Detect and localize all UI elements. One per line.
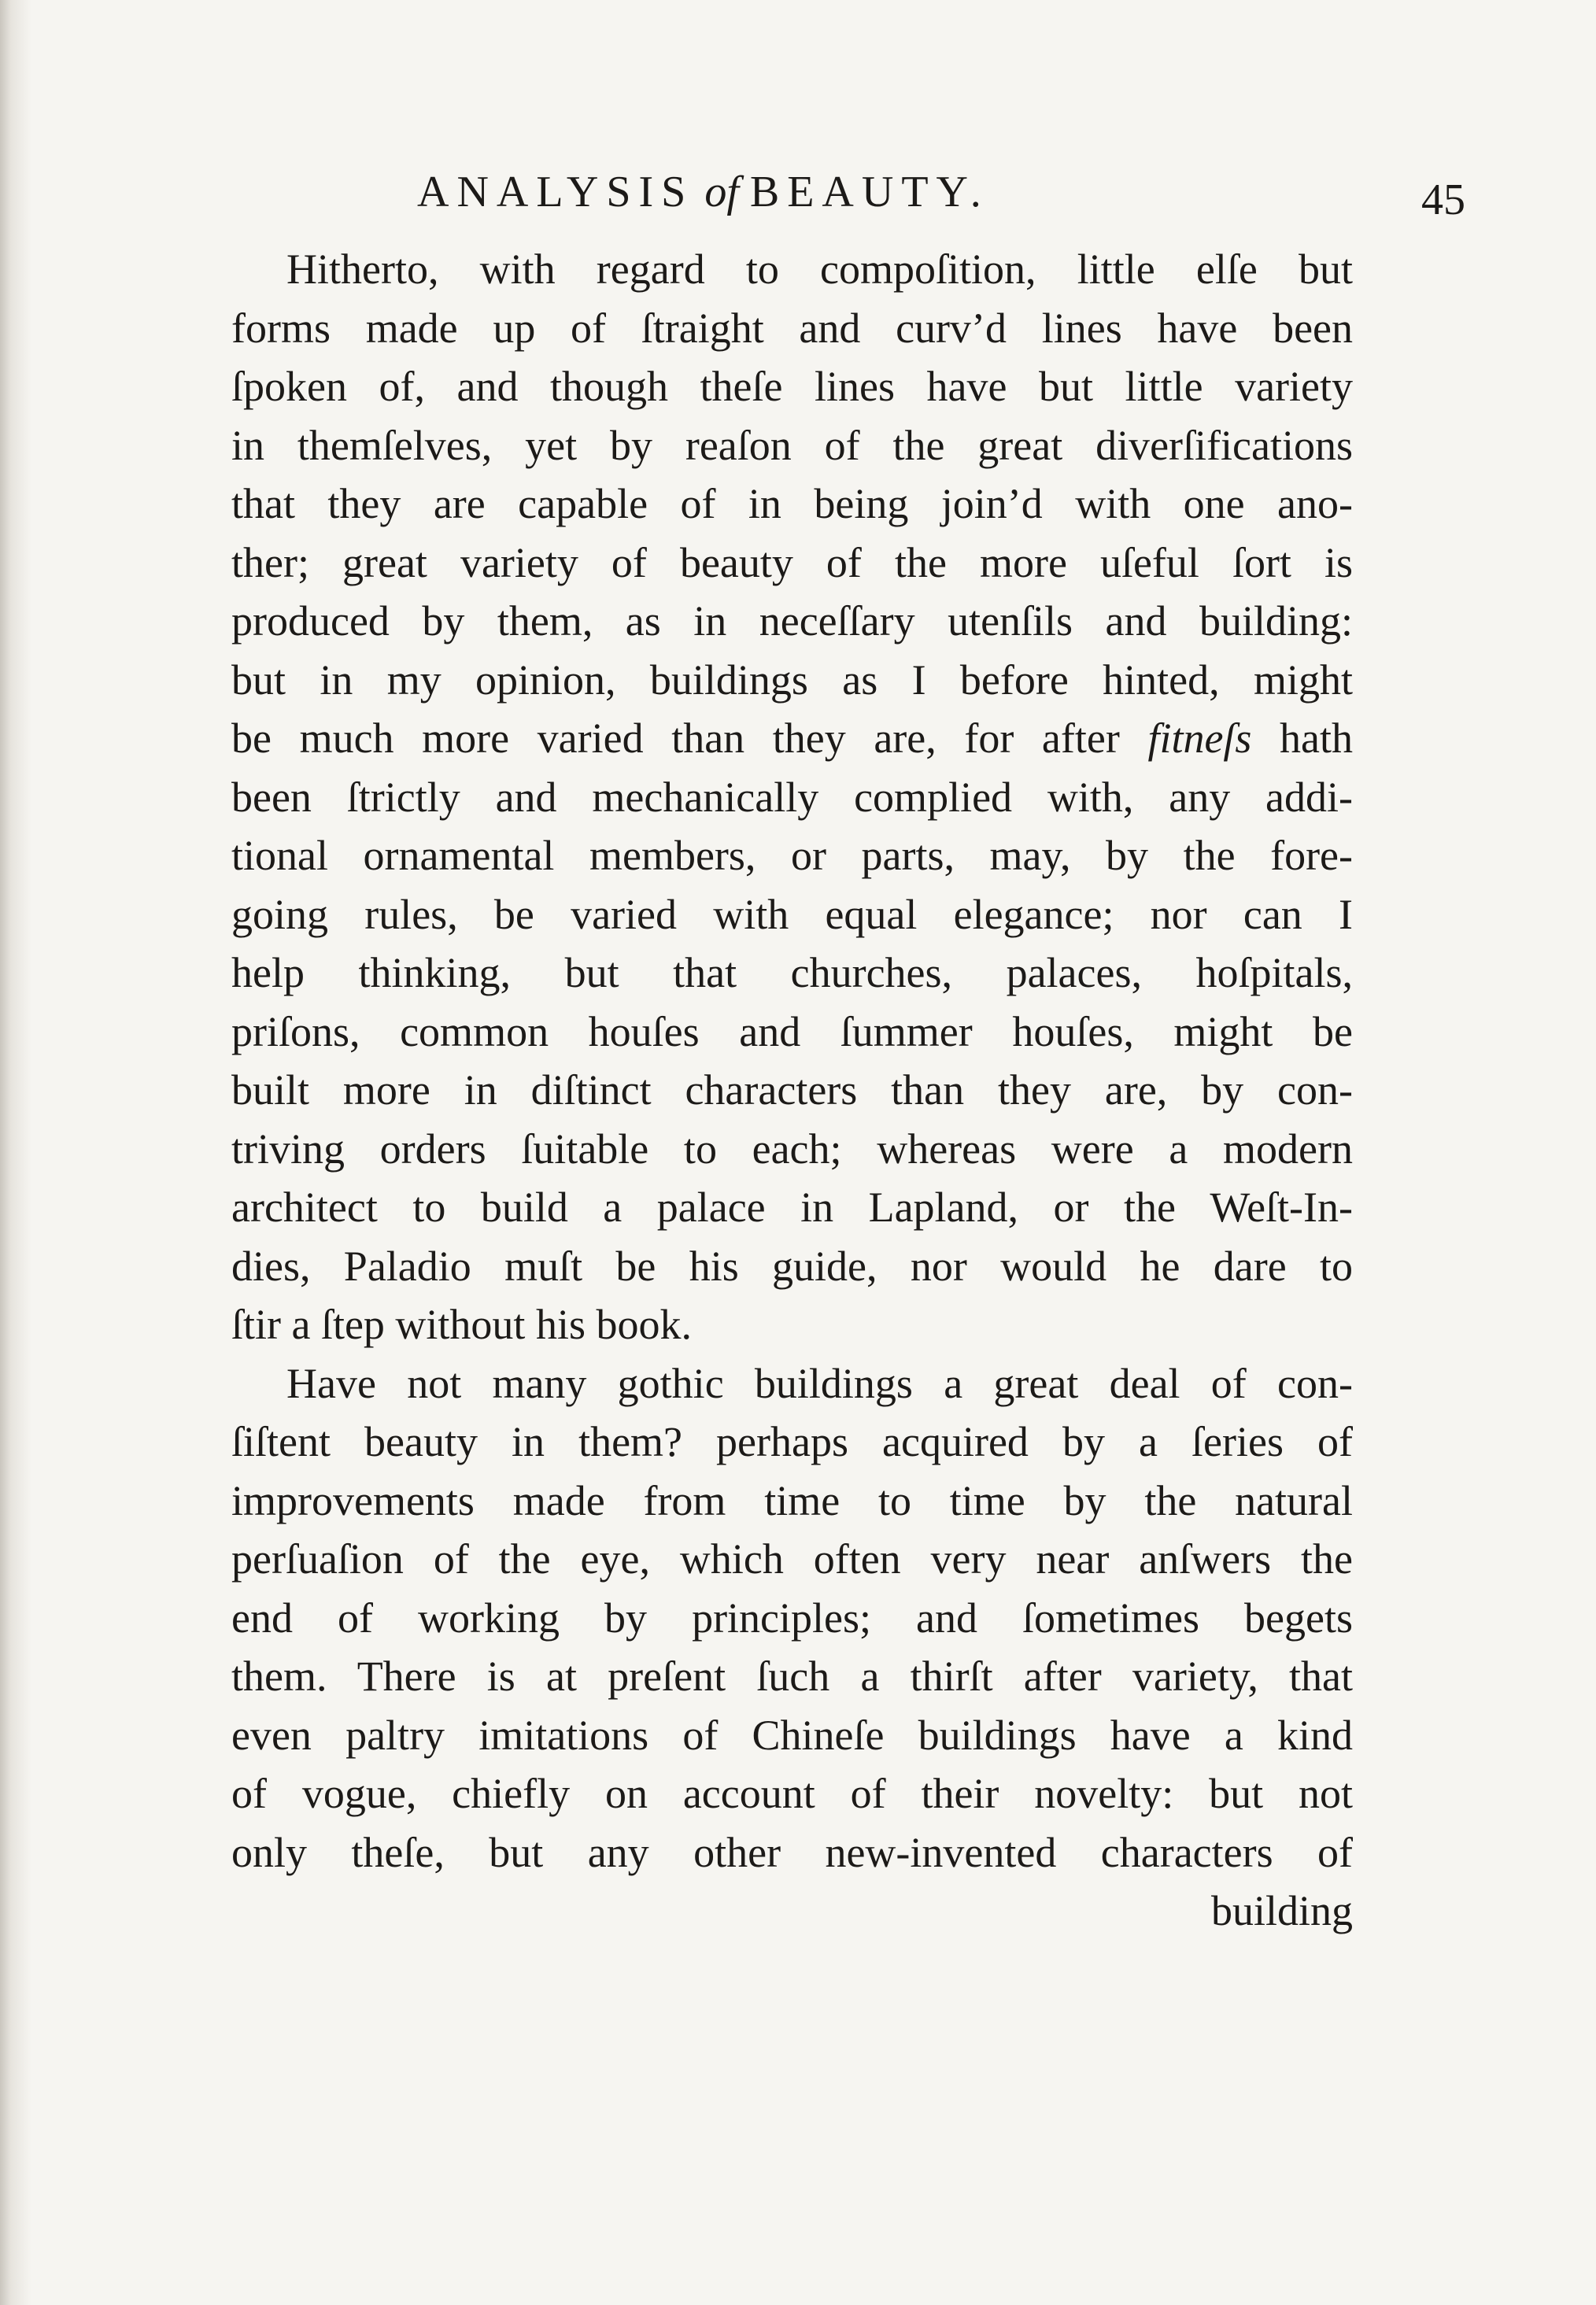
text-line: triving orders ſuitable to each; whereas were a modern — [231, 1125, 1353, 1173]
text-line: built more in diſtinct characters than they are, by con- — [231, 1066, 1353, 1114]
text-line: in themſelves, yet by reaſon of the great diverſifications — [231, 421, 1353, 469]
text-line: Have not many gothic buildings a great deal of con- — [286, 1359, 1353, 1407]
text-line: forms made up of ſtraight and curv’d lines have been — [231, 304, 1353, 352]
text-line: tional ornamental members, or parts, may, by the fore- — [231, 832, 1353, 879]
catchword-text: building — [1210, 1887, 1353, 1934]
text-line: help thinking, but that churches, palaces, hoſpitals, — [231, 949, 1353, 996]
text-line: perſuaſion of the eye, which often very near anſwers the — [231, 1535, 1353, 1583]
text-line: ther; great variety of beauty of the more uſeful ſort is — [231, 538, 1353, 586]
running-head-beauty: BEAUTY. — [749, 168, 989, 216]
text-line-tail: hath — [1280, 715, 1353, 762]
text-line: only theſe, but any other new-invented characters of — [231, 1828, 1353, 1876]
text-line: dies, Paladio muſt be his guide, nor would he dare to — [231, 1242, 1353, 1290]
text-line: them. There is at preſent ſuch a thirſt after variety, that — [231, 1653, 1353, 1700]
running-head-analysis: ANALYSIS — [417, 168, 694, 216]
text-line: improvements made from time to time by the natural — [231, 1476, 1353, 1524]
body-text — [231, 240, 1353, 1941]
text-line: ſiſtent beauty in them? perhaps acquired by a ſeries of — [231, 1418, 1353, 1465]
text-line: that they are capable of in being join’d with one ano- — [231, 480, 1353, 527]
page-number: 45 — [1421, 175, 1465, 224]
text-line: but in my opinion, buildings as I before hinted, might — [231, 656, 1353, 704]
text-line: produced by them, as in neceſſary utenſils and building: — [231, 597, 1353, 645]
catchword — [231, 1882, 1353, 1941]
text-line — [231, 709, 1353, 768]
text-line: ſtir a ſtep without his book. — [231, 1301, 692, 1348]
text-line: end of working by principles; and ſometimes begets — [231, 1594, 1353, 1642]
text-line-head: be much more varied than they are, for after — [231, 715, 1120, 762]
text-line: going rules, be varied with equal elegance; nor can I — [231, 890, 1353, 938]
running-head — [417, 167, 989, 217]
text-line: been ſtrictly and mechanically complied with, any addi- — [231, 773, 1353, 821]
text-line: ſpoken of, and though theſe lines have but little variety — [231, 363, 1353, 410]
text-line: of vogue, chiefly on account of their novelty: but not — [231, 1770, 1353, 1817]
text-line: even paltry imitations of Chineſe buildings have a kind — [231, 1711, 1353, 1759]
text-line: Hitherto, with regard to compoſition, little elſe but — [286, 246, 1353, 293]
italic-word: fitneſs — [1147, 715, 1252, 762]
text-line: priſons, common houſes and ſummer houſes, might be — [231, 1007, 1353, 1055]
running-head-of: of — [704, 168, 739, 216]
text-line: architect to build a palace in Lapland, or the Weſt-In- — [231, 1184, 1353, 1231]
